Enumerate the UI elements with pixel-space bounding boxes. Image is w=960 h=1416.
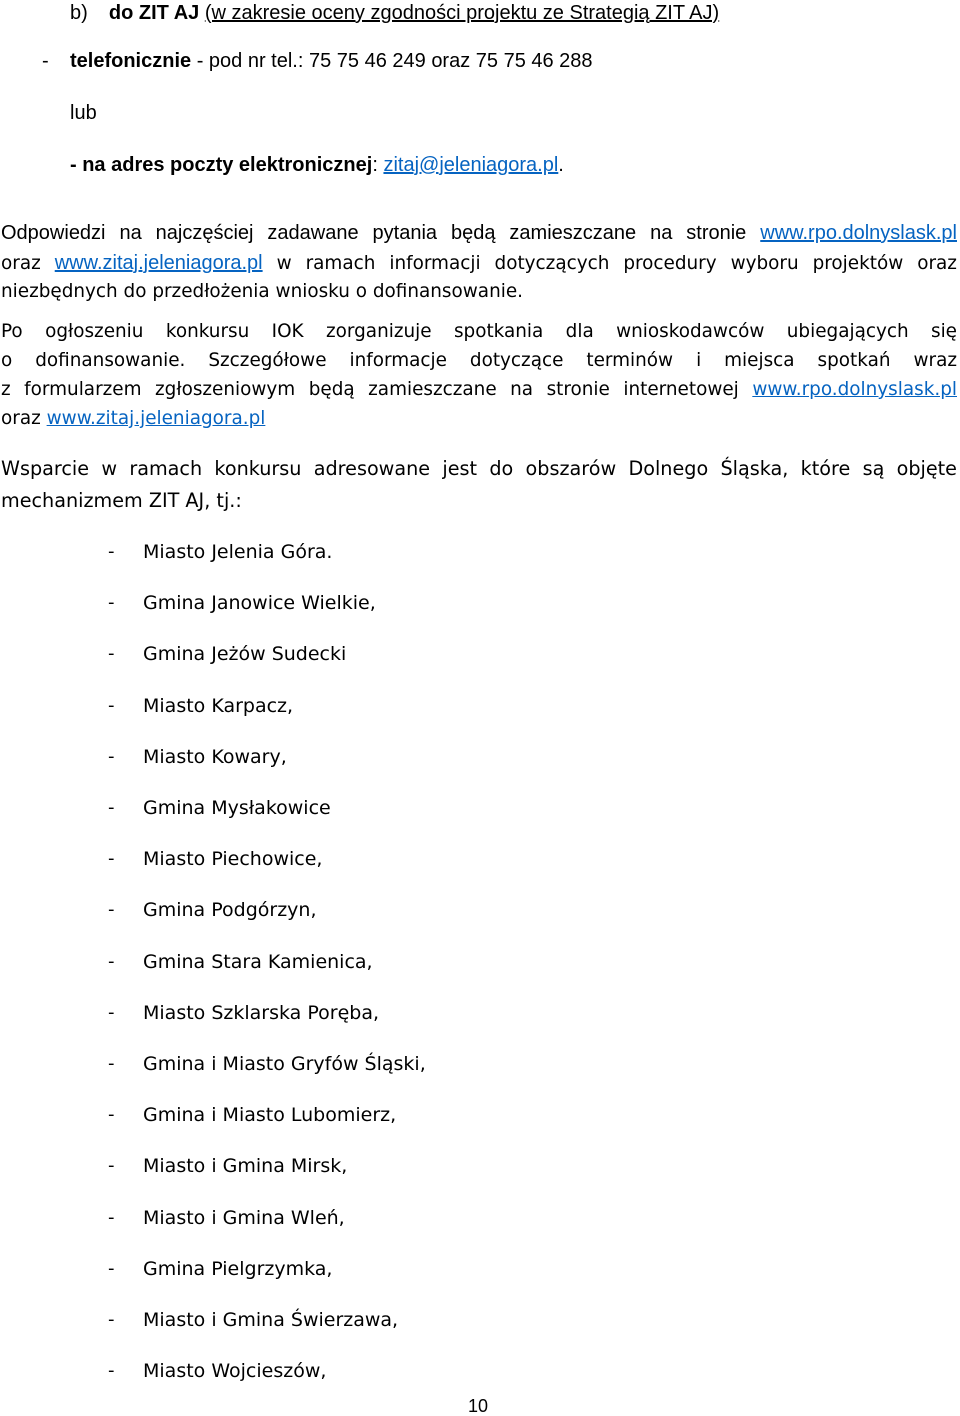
page-number: 10 bbox=[468, 1396, 489, 1416]
list-item-dash: - bbox=[108, 695, 115, 716]
list-item-dash: - bbox=[108, 1360, 115, 1381]
contact-b-title: do ZIT AJ bbox=[108, 2, 200, 24]
faq-zitaj-link[interactable]: www.zitaj.jeleniagora.pl bbox=[54, 252, 263, 274]
list-item-dash: - bbox=[108, 1258, 115, 1279]
list-item: Miasto Szklarska Poręba, bbox=[143, 1002, 379, 1024]
faq-line-2: oraz www.zitaj.jeleniagora.pl w ramach informacji dotyczących procedury wyboru projektów oraz bbox=[1, 252, 957, 274]
list-item-dash: - bbox=[108, 1104, 115, 1125]
list-item: Miasto i Gmina Mirsk, bbox=[143, 1155, 348, 1177]
list-item: Miasto Piechowice, bbox=[143, 848, 323, 870]
list-item: Miasto Kowary, bbox=[143, 746, 287, 768]
list-item-dash: - bbox=[108, 541, 115, 562]
contact-b-scope: (w zakresie oceny zgodności projektu ze Strategią ZIT AJ) bbox=[204, 2, 720, 24]
list-item: Miasto i Gmina Wleń, bbox=[143, 1207, 345, 1229]
list-item-dash: - bbox=[108, 1309, 115, 1330]
contact-b-marker: b) bbox=[70, 2, 88, 24]
faq-rpo-link[interactable]: www.rpo.dolnyslask.pl bbox=[760, 222, 957, 244]
list-item-dash: - bbox=[108, 643, 115, 664]
or-word: lub bbox=[70, 102, 97, 124]
list-item: Miasto i Gmina Świerzawa, bbox=[143, 1309, 399, 1331]
support-line-2: mechanizmem ZIT AJ, tj.: bbox=[1, 489, 242, 512]
list-item: Gmina i Miasto Gryfów Śląski, bbox=[143, 1053, 426, 1075]
email-line: - na adres poczty elektronicznej: zitaj@jeleniagora.pl. bbox=[70, 154, 564, 176]
meetings-line-2: o dofinansowanie. Szczegółowe informacje dotyczące terminów i miejsca spotkań wraz bbox=[1, 350, 957, 371]
list-item-dash: - bbox=[108, 746, 115, 767]
meetings-rpo-link[interactable]: www.rpo.dolnyslask.pl bbox=[752, 379, 957, 400]
list-item: Gmina i Miasto Lubomierz, bbox=[143, 1104, 397, 1126]
list-item: Gmina Janowice Wielkie, bbox=[143, 592, 376, 614]
list-item-dash: - bbox=[108, 1155, 115, 1176]
email-address-link[interactable]: zitaj@jeleniagora.pl bbox=[383, 154, 559, 176]
email-label: - na adres poczty elektronicznej bbox=[70, 154, 373, 176]
phone-numbers: - pod nr tel.: 75 75 46 249 oraz 75 75 46 288 bbox=[196, 50, 593, 72]
meetings-line-3: z formularzem zgłoszeniowym będą zamieszczane na stronie internetowej www.rpo.dolnyslask.pl bbox=[1, 379, 957, 400]
list-item: Gmina Mysłakowice bbox=[143, 797, 331, 819]
phone-label: telefonicznie bbox=[70, 50, 192, 72]
faq-line-3: niezbędnych do przedłożenia wniosku o dofinansowanie. bbox=[1, 281, 524, 302]
list-item-dash: - bbox=[108, 1002, 115, 1023]
list-item: Gmina Jeżów Sudecki bbox=[143, 643, 347, 665]
contact-b-line bbox=[70, 1, 719, 25]
faq-line-1: Odpowiedzi na najczęściej zadawane pytania będą zamieszczane na stronie www.rpo.dolnyslask.pl bbox=[1, 222, 957, 244]
meetings-line-4: oraz www.zitaj.jeleniagora.pl bbox=[1, 408, 266, 429]
list-item: Gmina Pielgrzymka, bbox=[143, 1258, 333, 1280]
list-item-dash: - bbox=[108, 951, 115, 972]
list-item-dash: - bbox=[108, 848, 115, 869]
meetings-zitaj-link[interactable]: www.zitaj.jeleniagora.pl bbox=[46, 408, 266, 429]
phone-dash: - bbox=[42, 50, 49, 72]
list-item-dash: - bbox=[108, 1053, 115, 1074]
list-item-dash: - bbox=[108, 1207, 115, 1228]
support-line-1: Wsparcie w ramach konkursu adresowane jest do obszarów Dolnego Śląska, które są objęte bbox=[1, 457, 957, 480]
list-item: Gmina Podgórzyn, bbox=[143, 899, 317, 921]
phone-line bbox=[70, 49, 593, 73]
list-item: Miasto Jelenia Góra. bbox=[143, 541, 333, 563]
list-item-dash: - bbox=[108, 797, 115, 818]
list-item: Miasto Karpacz, bbox=[143, 695, 294, 717]
list-item: Gmina Stara Kamienica, bbox=[143, 951, 373, 973]
list-item: Miasto Wojcieszów, bbox=[143, 1360, 327, 1382]
list-item-dash: - bbox=[108, 592, 115, 613]
list-item-dash: - bbox=[108, 899, 115, 920]
meetings-line-1: Po ogłoszeniu konkursu IOK zorganizuje spotkania dla wnioskodawców ubiegających się bbox=[1, 321, 957, 342]
